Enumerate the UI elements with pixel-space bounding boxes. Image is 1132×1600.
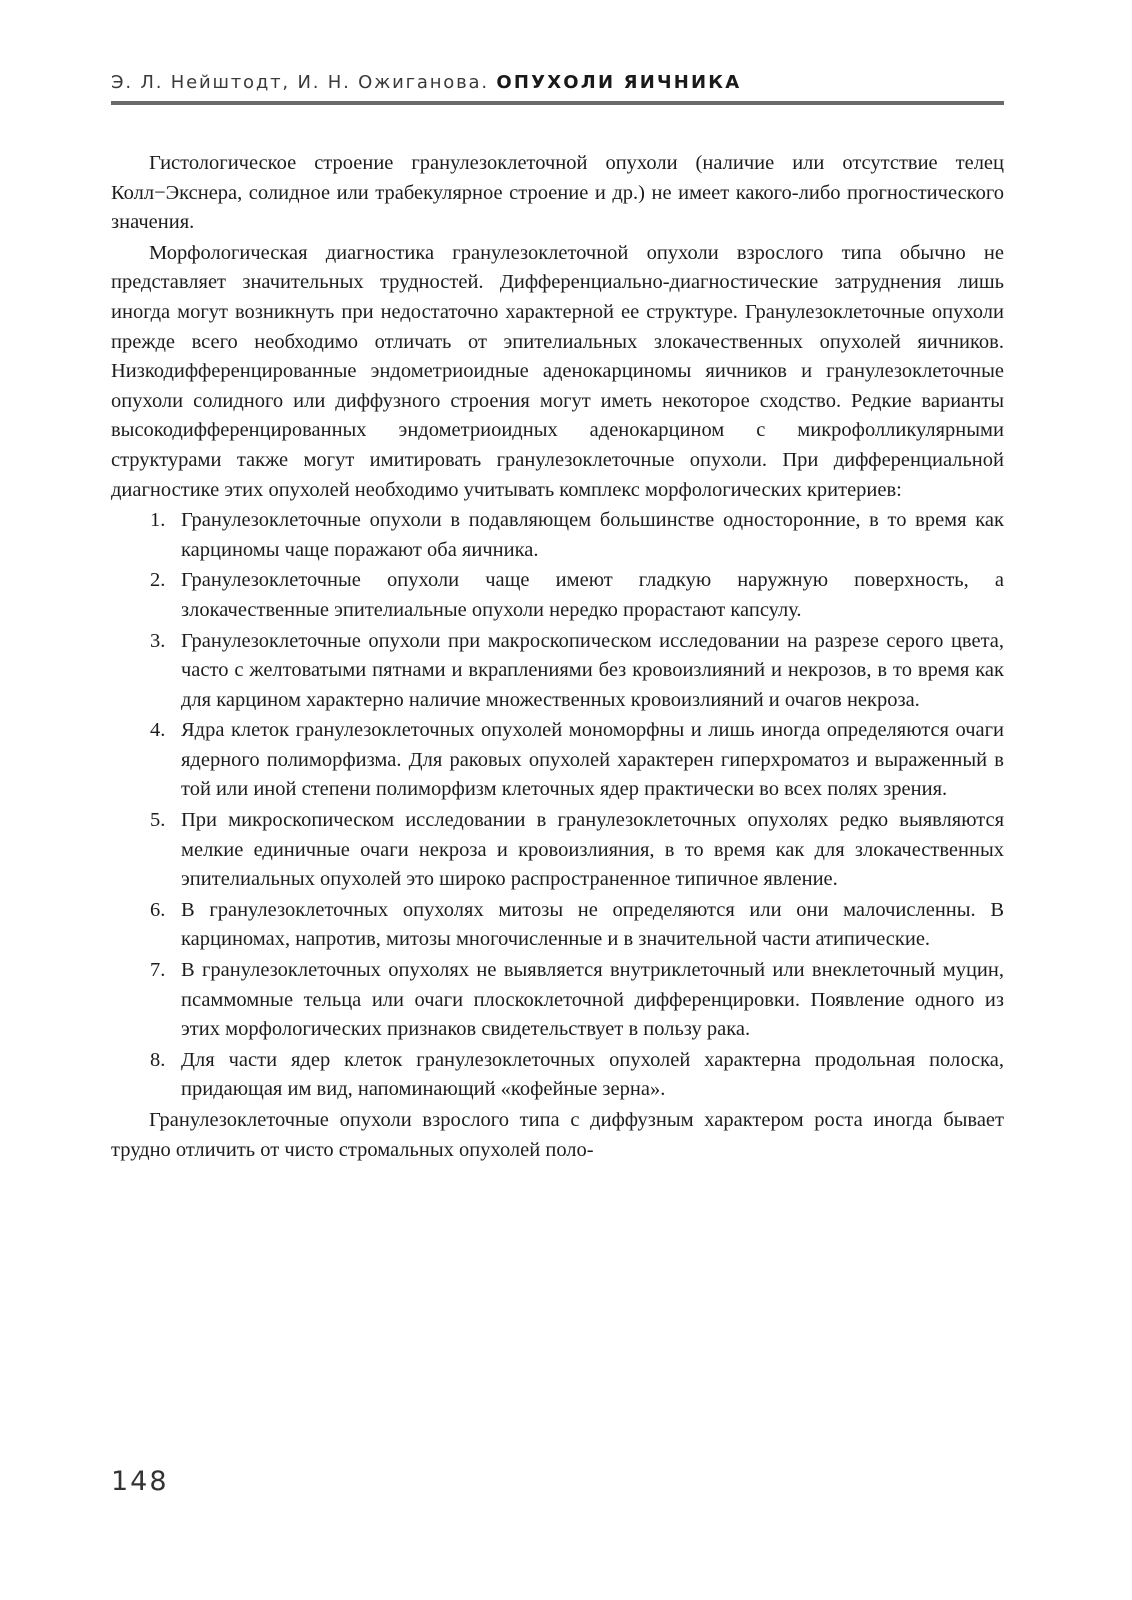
- list-item-number: 7.: [150, 959, 166, 982]
- list-item-text: Гранулезоклеточные опухоли в подавляющем большинстве односторонние, в то время как карциномы чаще поражают оба яичника.: [181, 509, 1004, 561]
- list-item: [111, 806, 1004, 895]
- paragraph-closing: Гранулезоклеточные опухоли взрослого типа с диффузным характером роста иногда бывает трудно отличить от чисто стромальных опухолей поло-: [111, 1109, 1004, 1161]
- list-item-text: Ядра клеток гранулезоклеточных опухолей мономорфны и лишь иногда определяются очаги ядерного полиморфизма. Для раковых опухолей характерен гиперхроматоз и выраженный в той или иной степени полиморфизм клеточных ядер практически во всех полях зрения.: [181, 719, 1004, 801]
- paragraph-histology: Гистологическое строение гранулезоклеточной опухоли (наличие или отсутствие телец Колл−Экснера, солидное или трабекулярное строение и др.) не имеет какого-либо прогностического значения.: [111, 152, 1004, 234]
- page-body: [111, 149, 1004, 1166]
- list-item-text: При микроскопическом исследовании в гранулезоклеточных опухолях редко выявляются мелкие единичные очаги некроза и кровоизлияния, в то время как для злокачественных эпителиальных опухолей это широко распространенное типичное явление.: [181, 809, 1004, 891]
- list-item-number: 8.: [150, 1048, 166, 1071]
- list-item-number: 4.: [150, 719, 166, 742]
- list-item-text: Для части ядер клеток гранулезоклеточных опухолей характерна продольная полоска, придающая им вид, напоминающий «кофейные зерна».: [181, 1048, 1004, 1101]
- criteria-list: [111, 506, 1004, 1105]
- list-item-text: В гранулезоклеточных опухолях не выявляется внутриклеточный или внеклеточный муцин, псаммомные тельца или очаги плоскоклеточной дифференцировки. Появление одного из этих морфологических признаков свидетельствует в пользу рака.: [181, 959, 1004, 1041]
- page-number: 148: [111, 1466, 169, 1497]
- paragraph-diagnostics: Морфологическая диагностика гранулезоклеточной опухоли взрослого типа обычно не представляет значительных трудностей. Дифференциально-диагностические затруднения лишь иногда могут возникнуть при недостаточно характерной ее структуре. Гранулезоклеточные опухоли прежде всего необходимо отличать от эпителиальных злокачественных опухолей яичников. Низкодифференцированные эндометриоидные аденокарциномы яичников и гранулезоклеточные опухоли солидного или диффузного строения могут иметь некоторое сходство. Редкие варианты высокодифференцированных эндометриоидных аденокарцином с микрофолликулярными структурами также могут имитировать гранулезоклеточные опухоли. При дифференциальной диагностике этих опухолей необходимо учитывать комплекс морфологических критериев:: [111, 241, 1004, 501]
- list-item-text: Гранулезоклеточные опухоли при макроскопическом исследовании на разрезе серого цвета, часто с желтоватыми пятнами и вкраплениями без кровоизлияний и некрозов, в то время как для карцином характерно наличие множественных кровоизлияний и очагов некроза.: [181, 629, 1004, 711]
- header-rule: [111, 101, 1004, 105]
- header-title: ОПУХОЛИ ЯИЧНИКА: [496, 72, 742, 93]
- list-item: [111, 506, 1004, 565]
- list-item-number: 5.: [150, 809, 166, 832]
- list-item-number: 1.: [150, 509, 166, 532]
- list-item: [111, 1046, 1004, 1105]
- list-item: [111, 627, 1004, 716]
- list-item: [111, 956, 1004, 1045]
- list-item-number: 2.: [150, 569, 166, 592]
- list-item-number: 6.: [150, 898, 166, 921]
- running-header: [111, 72, 1004, 102]
- header-authors: Э. Л. Нейштодт, И. Н. Ожиганова.: [111, 72, 489, 93]
- list-item-number: 3.: [150, 629, 166, 652]
- list-item-text: Гранулезоклеточные опухоли чаще имеют гладкую наружную поверхность, а злокачественные эпителиальные опухоли нередко прорастают капсулу.: [181, 569, 1004, 621]
- list-item: [111, 716, 1004, 805]
- list-item: [111, 566, 1004, 625]
- list-item: [111, 896, 1004, 955]
- list-item-text: В гранулезоклеточных опухолях митозы не определяются или они малочисленны. В карциномах, напротив, митозы многочисленные и в значительной части атипические.: [181, 898, 1004, 951]
